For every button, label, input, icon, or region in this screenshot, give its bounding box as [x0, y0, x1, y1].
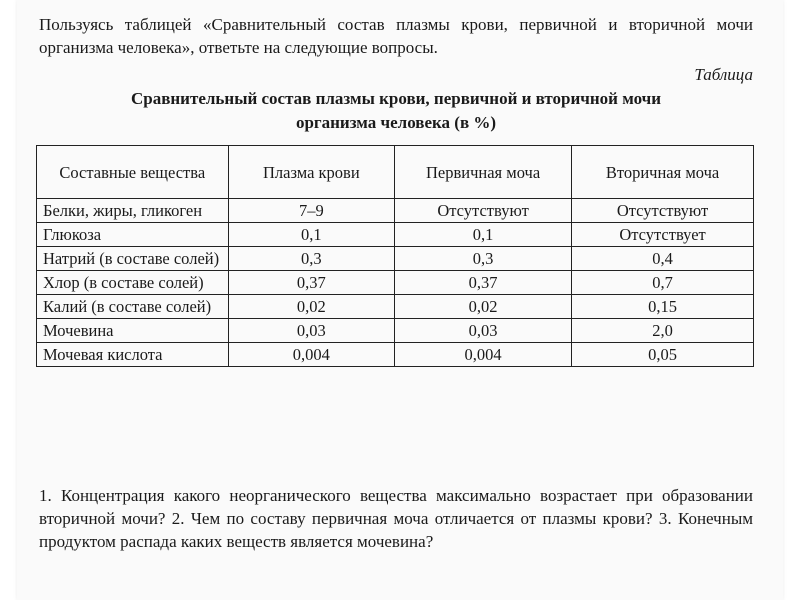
row-name: Мочевина	[37, 319, 229, 343]
table-title-line1: Сравнительный состав плазмы крови, первичной и вторичной мочи	[130, 89, 662, 108]
primary-urine-value: 0,004	[395, 343, 572, 367]
intro-text: Пользуясь таблицей «Сравнительный состав плазмы крови, первичной и вторичной мочи организма человека», ответьте на следующие вопросы.	[39, 15, 753, 57]
header-plasma: Плазма крови	[228, 146, 395, 199]
plasma-value: 0,1	[228, 223, 395, 247]
secondary-urine-value: 0,15	[572, 295, 754, 319]
header-substances: Составные вещества	[37, 146, 229, 199]
plasma-value: 0,02	[228, 295, 395, 319]
table-row	[37, 343, 754, 367]
table-row	[37, 319, 754, 343]
plasma-value: 0,03	[228, 319, 395, 343]
secondary-urine-value: Отсутствуют	[572, 199, 754, 223]
secondary-urine-value: 2,0	[572, 319, 754, 343]
primary-urine-value: Отсутствуют	[395, 199, 572, 223]
table-title	[39, 87, 753, 135]
row-name: Калий (в составе солей)	[37, 295, 229, 319]
secondary-urine-value: 0,05	[572, 343, 754, 367]
primary-urine-value: 0,03	[395, 319, 572, 343]
table-title-line2: организма человека (в %)	[295, 113, 497, 132]
plasma-value: 7–9	[228, 199, 395, 223]
plasma-value: 0,004	[228, 343, 395, 367]
table-row	[37, 199, 754, 223]
secondary-urine-value: 0,4	[572, 247, 754, 271]
primary-urine-value: 0,1	[395, 223, 572, 247]
plasma-value: 0,37	[228, 271, 395, 295]
questions-text: 1. Концентрация какого неорганического вещества максимально возрастает при образовании вторичной мочи? 2. Чем по составу первичная моча отличается от плазмы крови? 3. Конечным продуктом распада каких веществ является мочевина?	[39, 486, 753, 551]
row-name: Глюкоза	[37, 223, 229, 247]
primary-urine-value: 0,02	[395, 295, 572, 319]
secondary-urine-value: Отсутствует	[572, 223, 754, 247]
table-tag: Таблица	[694, 65, 753, 84]
header-secondary-urine: Вторичная моча	[572, 146, 754, 199]
document-page	[17, 0, 783, 600]
table-row	[37, 247, 754, 271]
header-primary-urine: Первичная моча	[395, 146, 572, 199]
row-name: Хлор (в составе солей)	[37, 271, 229, 295]
plasma-value: 0,3	[228, 247, 395, 271]
secondary-urine-value: 0,7	[572, 271, 754, 295]
composition-table	[36, 145, 754, 367]
table-row	[37, 295, 754, 319]
primary-urine-value: 0,3	[395, 247, 572, 271]
table-row	[37, 271, 754, 295]
row-name: Мочевая кислота	[37, 343, 229, 367]
row-name: Натрий (в составе солей)	[37, 247, 229, 271]
row-name: Белки, жиры, гликоген	[37, 199, 229, 223]
table-row	[37, 223, 754, 247]
table-header-row	[37, 146, 754, 199]
primary-urine-value: 0,37	[395, 271, 572, 295]
